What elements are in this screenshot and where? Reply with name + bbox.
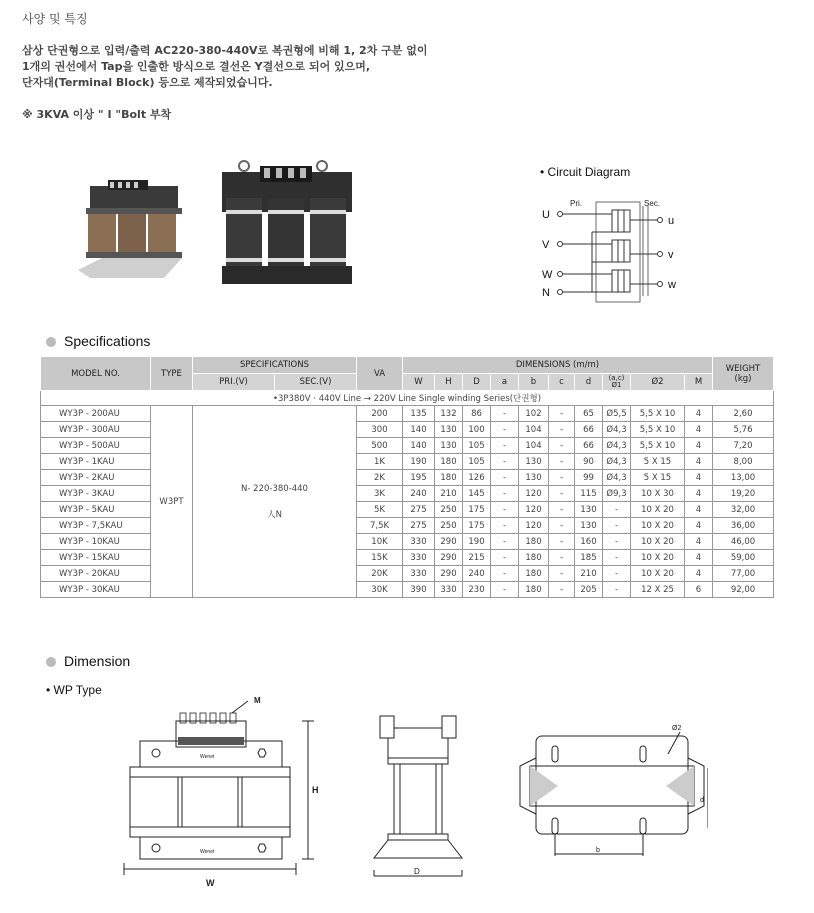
circuit-label-v: v — [668, 249, 674, 261]
cell-D: 190 — [463, 534, 491, 550]
circuit-label-U: U — [542, 209, 550, 221]
cell-c: - — [549, 438, 575, 454]
bullet-icon — [46, 337, 56, 347]
cell-d: 160 — [575, 534, 603, 550]
circuit-label-W: W — [542, 269, 553, 281]
cell-type: W3PT — [151, 406, 193, 598]
cell-phi1: - — [603, 534, 631, 550]
cell-D: 175 — [463, 502, 491, 518]
cell-phi1: - — [603, 518, 631, 534]
dim-label-phi2: Ø2 — [672, 725, 682, 732]
cell-d: 130 — [575, 502, 603, 518]
table-row — [41, 518, 774, 534]
cell-D: 100 — [463, 422, 491, 438]
cell-H: 180 — [435, 454, 463, 470]
cell-va: 7,5K — [357, 518, 403, 534]
cell-weight: 59,00 — [713, 550, 774, 566]
cell-model: WY3P - 15KAU — [41, 550, 151, 566]
cell-M: 4 — [685, 550, 713, 566]
table-row — [41, 406, 774, 422]
cell-d: 115 — [575, 486, 603, 502]
circuit-pri-label: Pri. — [570, 199, 582, 208]
cell-H: 132 — [435, 406, 463, 422]
circuit-label-w: w — [668, 279, 676, 291]
cell-a: - — [491, 582, 519, 598]
cell-phi1: Ø4,3 — [603, 422, 631, 438]
cell-c: - — [549, 454, 575, 470]
cell-phi1: Ø4,3 — [603, 438, 631, 454]
cell-W: 330 — [403, 550, 435, 566]
cell-D: 105 — [463, 438, 491, 454]
cell-M: 4 — [685, 406, 713, 422]
header-dim-W: W — [403, 374, 435, 391]
cell-W: 195 — [403, 470, 435, 486]
cell-H: 250 — [435, 518, 463, 534]
cell-phi2: 5,5 X 10 — [631, 438, 685, 454]
cell-phi2: 5 X 15 — [631, 470, 685, 486]
cell-va: 500 — [357, 438, 403, 454]
cell-b: 102 — [519, 406, 549, 422]
intro-line-3: 단자대(Terminal Block) 등으로 제작되었습니다. — [22, 76, 273, 89]
cell-model: WY3P - 5KAU — [41, 502, 151, 518]
table-row — [41, 470, 774, 486]
table-row — [41, 550, 774, 566]
circuit-diagram — [538, 196, 698, 306]
cell-D: 105 — [463, 454, 491, 470]
cell-W: 135 — [403, 406, 435, 422]
cell-model: WY3P - 2KAU — [41, 470, 151, 486]
cell-phi1: Ø5,5 — [603, 406, 631, 422]
cell-a: - — [491, 486, 519, 502]
cell-H: 290 — [435, 550, 463, 566]
cell-va: 3K — [357, 486, 403, 502]
circuit-diagram-heading: • Circuit Diagram — [540, 165, 631, 179]
header-dim-D: D — [463, 374, 491, 391]
table-row — [41, 438, 774, 454]
header-dim-H: H — [435, 374, 463, 391]
cell-phi1: - — [603, 582, 631, 598]
header-weight: WEIGHT (kg) — [713, 357, 774, 391]
cell-c: - — [549, 534, 575, 550]
table-subtitle: •3P380V · 440V Line → 220V Line Single winding Series(단권형) — [41, 391, 774, 406]
cell-phi1: Ø4,3 — [603, 454, 631, 470]
cell-model: WY3P - 3KAU — [41, 486, 151, 502]
front-view-drawing — [120, 693, 325, 898]
cell-phi1: - — [603, 502, 631, 518]
cell-weight: 19,20 — [713, 486, 774, 502]
dim-label-b: b — [596, 847, 600, 854]
cell-d: 210 — [575, 566, 603, 582]
cell-weight: 46,00 — [713, 534, 774, 550]
header-model: MODEL NO. — [41, 357, 151, 391]
dim-label-W: W — [206, 878, 215, 888]
bolt-note: ※ 3KVA 이상 " I "Bolt 부착 — [22, 108, 172, 121]
cell-D: 86 — [463, 406, 491, 422]
cell-M: 4 — [685, 518, 713, 534]
header-dim-M: M — [685, 374, 713, 391]
cell-c: - — [549, 582, 575, 598]
cell-va: 15K — [357, 550, 403, 566]
cell-M: 4 — [685, 502, 713, 518]
cell-a: - — [491, 502, 519, 518]
page-title: 사양 및 특징 — [22, 12, 88, 26]
cell-c: - — [549, 470, 575, 486]
specifications-heading: Specifications — [46, 331, 150, 350]
cell-d: 66 — [575, 438, 603, 454]
cell-a: - — [491, 406, 519, 422]
cell-weight: 13,00 — [713, 470, 774, 486]
cell-phi2: 5 X 15 — [631, 454, 685, 470]
header-specifications: SPECIFICATIONS — [193, 357, 357, 374]
cell-c: - — [549, 486, 575, 502]
cell-W: 190 — [403, 454, 435, 470]
circuit-label-V: V — [542, 239, 550, 251]
header-sec: SEC.(V) — [275, 374, 357, 391]
cell-b: 180 — [519, 582, 549, 598]
cell-phi2: 5,5 X 10 — [631, 406, 685, 422]
header-pri: PRI.(V) — [193, 374, 275, 391]
transformer-photo-large — [218, 158, 356, 286]
cell-phi2: 10 X 20 — [631, 566, 685, 582]
cell-M: 4 — [685, 534, 713, 550]
table-row — [41, 534, 774, 550]
svg-text:Wenet: Wenet — [200, 849, 215, 855]
dim-label-H: H — [312, 785, 319, 795]
header-dimensions: DIMENSIONS (m/m) — [403, 357, 713, 374]
header-va: VA — [357, 357, 403, 391]
cell-H: 130 — [435, 422, 463, 438]
cell-c: - — [549, 422, 575, 438]
wp-type-heading: • WP Type — [46, 683, 102, 697]
svg-text:Wenet: Wenet — [200, 754, 215, 760]
cell-b: 180 — [519, 550, 549, 566]
cell-M: 4 — [685, 422, 713, 438]
cell-D: 215 — [463, 550, 491, 566]
dim-label-D: D — [414, 867, 420, 876]
cell-b: 104 — [519, 422, 549, 438]
cell-H: 250 — [435, 502, 463, 518]
cell-H: 180 — [435, 470, 463, 486]
cell-W: 275 — [403, 518, 435, 534]
bottom-view-drawing — [508, 718, 708, 863]
cell-d: 99 — [575, 470, 603, 486]
cell-H: 130 — [435, 438, 463, 454]
cell-W: 390 — [403, 582, 435, 598]
cell-phi2: 10 X 20 — [631, 502, 685, 518]
cell-model: WY3P - 300AU — [41, 422, 151, 438]
cell-W: 275 — [403, 502, 435, 518]
cell-phi1: Ø4,3 — [603, 470, 631, 486]
cell-phi2: 5,5 X 10 — [631, 422, 685, 438]
cell-H: 210 — [435, 486, 463, 502]
cell-W: 330 — [403, 534, 435, 550]
cell-M: 6 — [685, 582, 713, 598]
cell-d: 90 — [575, 454, 603, 470]
circuit-sec-label: Sec. — [644, 199, 661, 208]
cell-D: 145 — [463, 486, 491, 502]
table-row — [41, 582, 774, 598]
circuit-label-N: N — [542, 287, 550, 299]
cell-d: 185 — [575, 550, 603, 566]
cell-phi2: 10 X 20 — [631, 534, 685, 550]
cell-phi2: 12 X 25 — [631, 582, 685, 598]
cell-b: 130 — [519, 470, 549, 486]
cell-va: 20K — [357, 566, 403, 582]
cell-phi1: Ø9,3 — [603, 486, 631, 502]
cell-a: - — [491, 550, 519, 566]
cell-H: 290 — [435, 534, 463, 550]
cell-pri: N- 220-380-440 — [241, 483, 308, 494]
cell-va: 30K — [357, 582, 403, 598]
cell-weight: 7,20 — [713, 438, 774, 454]
cell-d: 205 — [575, 582, 603, 598]
table-row — [41, 486, 774, 502]
cell-a: - — [491, 470, 519, 486]
dim-label-d: d — [700, 797, 704, 804]
cell-model: WY3P - 500AU — [41, 438, 151, 454]
cell-c: - — [549, 502, 575, 518]
cell-a: - — [491, 454, 519, 470]
cell-b: 120 — [519, 518, 549, 534]
header-dim-phi1: (a,c) Ø1 — [603, 374, 631, 391]
cell-va: 200 — [357, 406, 403, 422]
table-row — [41, 422, 774, 438]
header-type: TYPE — [151, 357, 193, 391]
cell-a: - — [491, 534, 519, 550]
cell-H: 290 — [435, 566, 463, 582]
header-dim-phi2: Ø2 — [631, 374, 685, 391]
cell-b: 180 — [519, 566, 549, 582]
cell-b: 104 — [519, 438, 549, 454]
cell-a: - — [491, 422, 519, 438]
intro-line-2: 1개의 권선에서 Tap을 인출한 방식으로 결선은 Y결선으로 되어 있으며, — [22, 60, 371, 73]
cell-model: WY3P - 20KAU — [41, 566, 151, 582]
cell-d: 66 — [575, 422, 603, 438]
circuit-label-u: u — [668, 215, 675, 227]
cell-weight: 2,60 — [713, 406, 774, 422]
cell-d: 130 — [575, 518, 603, 534]
cell-model: WY3P - 30KAU — [41, 582, 151, 598]
cell-a: - — [491, 566, 519, 582]
dim-label-M: M — [254, 696, 261, 705]
table-row — [41, 502, 774, 518]
cell-D: 175 — [463, 518, 491, 534]
cell-va: 2K — [357, 470, 403, 486]
table-row — [41, 566, 774, 582]
cell-b: 130 — [519, 454, 549, 470]
cell-a: - — [491, 438, 519, 454]
cell-va: 5K — [357, 502, 403, 518]
cell-M: 4 — [685, 566, 713, 582]
cell-model: WY3P - 7,5KAU — [41, 518, 151, 534]
cell-b: 180 — [519, 534, 549, 550]
cell-D: 240 — [463, 566, 491, 582]
cell-weight: 36,00 — [713, 518, 774, 534]
cell-weight: 8,00 — [713, 454, 774, 470]
cell-b: 120 — [519, 486, 549, 502]
cell-d: 65 — [575, 406, 603, 422]
cell-c: - — [549, 518, 575, 534]
cell-phi1: - — [603, 566, 631, 582]
cell-weight: 32,00 — [713, 502, 774, 518]
dimension-heading: Dimension — [46, 651, 130, 670]
cell-c: - — [549, 566, 575, 582]
cell-va: 1K — [357, 454, 403, 470]
intro-text — [22, 43, 427, 91]
header-dim-b: b — [519, 374, 549, 391]
header-dim-a: a — [491, 374, 519, 391]
cell-va: 300 — [357, 422, 403, 438]
cell-W: 140 — [403, 438, 435, 454]
cell-b: 120 — [519, 502, 549, 518]
cell-M: 4 — [685, 454, 713, 470]
cell-model: WY3P - 1KAU — [41, 454, 151, 470]
cell-phi2: 10 X 30 — [631, 486, 685, 502]
table-row — [41, 454, 774, 470]
cell-D: 230 — [463, 582, 491, 598]
side-view-drawing — [370, 712, 470, 877]
cell-W: 330 — [403, 566, 435, 582]
specifications-table — [40, 356, 774, 598]
cell-W: 140 — [403, 422, 435, 438]
cell-sec: 人N — [267, 509, 282, 520]
cell-model: WY3P - 10KAU — [41, 534, 151, 550]
cell-c: - — [549, 550, 575, 566]
cell-c: - — [549, 406, 575, 422]
cell-D: 126 — [463, 470, 491, 486]
cell-H: 330 — [435, 582, 463, 598]
cell-weight: 5,76 — [713, 422, 774, 438]
cell-model: WY3P - 200AU — [41, 406, 151, 422]
cell-va: 10K — [357, 534, 403, 550]
cell-phi1: - — [603, 550, 631, 566]
cell-weight: 77,00 — [713, 566, 774, 582]
header-dim-c: c — [549, 374, 575, 391]
cell-M: 4 — [685, 438, 713, 454]
bullet-icon — [46, 657, 56, 667]
cell-voltage — [193, 406, 357, 598]
cell-weight: 92,00 — [713, 582, 774, 598]
transformer-photo-small — [78, 180, 190, 280]
intro-line-1: 삼상 단권형으로 입력/출력 AC220-380-440V로 복권형에 비해 1, 2차 구분 없이 — [22, 44, 428, 57]
cell-W: 240 — [403, 486, 435, 502]
cell-M: 4 — [685, 470, 713, 486]
header-dim-d: d — [575, 374, 603, 391]
cell-phi2: 10 X 20 — [631, 550, 685, 566]
cell-phi2: 10 X 20 — [631, 518, 685, 534]
cell-M: 4 — [685, 486, 713, 502]
cell-a: - — [491, 518, 519, 534]
